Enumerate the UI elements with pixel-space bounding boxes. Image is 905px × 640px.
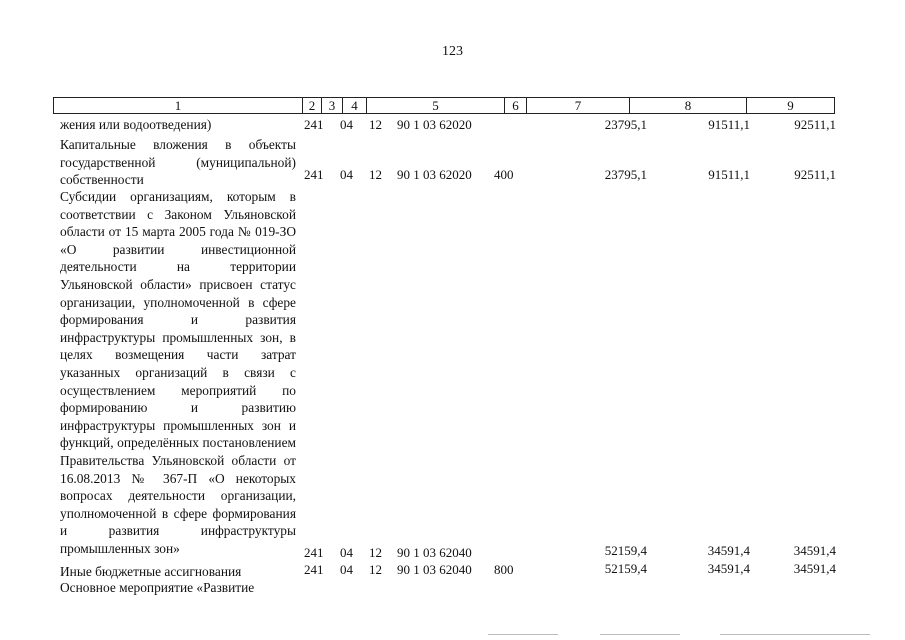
header-col-6: 6 — [504, 98, 526, 113]
cell-section: 04 — [340, 167, 353, 182]
cell-amount-col9: 34591,4 — [793, 561, 836, 576]
page-number: 123 — [442, 44, 463, 59]
cell-amount-col8: 34591,4 — [707, 561, 750, 576]
cell-expense-type: 800 — [494, 562, 514, 577]
cell-target-article: 90 1 03 62040 — [397, 562, 472, 577]
header-col-3: 3 — [321, 98, 342, 113]
table-row — [60, 579, 296, 597]
cell-section: 04 — [340, 562, 353, 577]
cell-amount-col7: 23795,1 — [604, 117, 647, 132]
table-row — [60, 563, 296, 581]
cell-ministry-code: 241 — [304, 562, 324, 577]
cell-subsection: 12 — [369, 562, 382, 577]
cell-amount-col8: 91511,1 — [708, 117, 750, 132]
cell-ministry-code: 241 — [304, 167, 324, 182]
scan-artifact-line — [600, 634, 680, 635]
table-row — [60, 116, 296, 134]
cell-amount-col9: 92511,1 — [794, 167, 836, 182]
table-header-row — [53, 97, 835, 114]
header-col-5: 5 — [366, 98, 504, 113]
row-description: жения или водоотведения) — [60, 117, 212, 132]
cell-subsection: 12 — [369, 117, 382, 132]
header-col-1: 1 — [174, 98, 182, 113]
cell-amount-col7: 23795,1 — [604, 167, 647, 182]
cell-amount-col9: 34591,4 — [793, 543, 836, 558]
header-col-4: 4 — [342, 98, 366, 113]
cell-amount-col8: 91511,1 — [708, 167, 750, 182]
cell-target-article: 90 1 03 62020 — [397, 167, 472, 182]
cell-target-article: 90 1 03 62020 — [397, 117, 472, 132]
cell-section: 04 — [340, 117, 353, 132]
row-description: Основное мероприятие «Развитие — [60, 580, 255, 595]
header-col-7: 7 — [526, 98, 629, 113]
row-description: Капитальные вложения в объекты государственной (муниципальной) собственности — [60, 137, 296, 188]
cell-target-article: 90 1 03 62040 — [397, 545, 472, 560]
table-row — [60, 136, 296, 189]
cell-amount-col7: 52159,4 — [604, 543, 647, 558]
scan-artifact-line — [720, 634, 870, 635]
cell-amount-col9: 92511,1 — [794, 117, 836, 132]
cell-ministry-code: 241 — [304, 545, 324, 560]
cell-subsection: 12 — [369, 167, 382, 182]
header-col-8: 8 — [629, 98, 746, 113]
cell-amount-col8: 34591,4 — [707, 543, 750, 558]
cell-expense-type: 400 — [494, 167, 514, 182]
row-description: Субсидии организациям, которым в соответствии с Законом Ульяновской области от 15 марта 2005 года № 019-ЗО «О развитии инвестиционной деятельности на территории Ульяновской области» присвоен статус организации, уполномоченной в сфере формирования и развития инфраструктуры промышленных зон, в целях возмещения части затрат указанных организаций в связи с осуществлением мероприятий по формированию и развитию инфраструктуры промышленных зон и функций, определённых постановлением Правительства Ульяновской области от 16.08.2013 № 367-П «О некоторых вопросах деятельности организации, уполномоченной в сфере формирования и развития инфраструктуры промышленных зон» — [60, 189, 296, 556]
cell-section: 04 — [340, 545, 353, 560]
cell-ministry-code: 241 — [304, 117, 324, 132]
row-description: Иные бюджетные ассигнования — [60, 564, 242, 579]
scan-artifact-line — [488, 634, 558, 635]
cell-subsection: 12 — [369, 545, 382, 560]
header-col-2: 2 — [302, 98, 321, 113]
table-row — [60, 188, 296, 557]
cell-amount-col7: 52159,4 — [604, 561, 647, 576]
header-col-9: 9 — [746, 98, 834, 113]
